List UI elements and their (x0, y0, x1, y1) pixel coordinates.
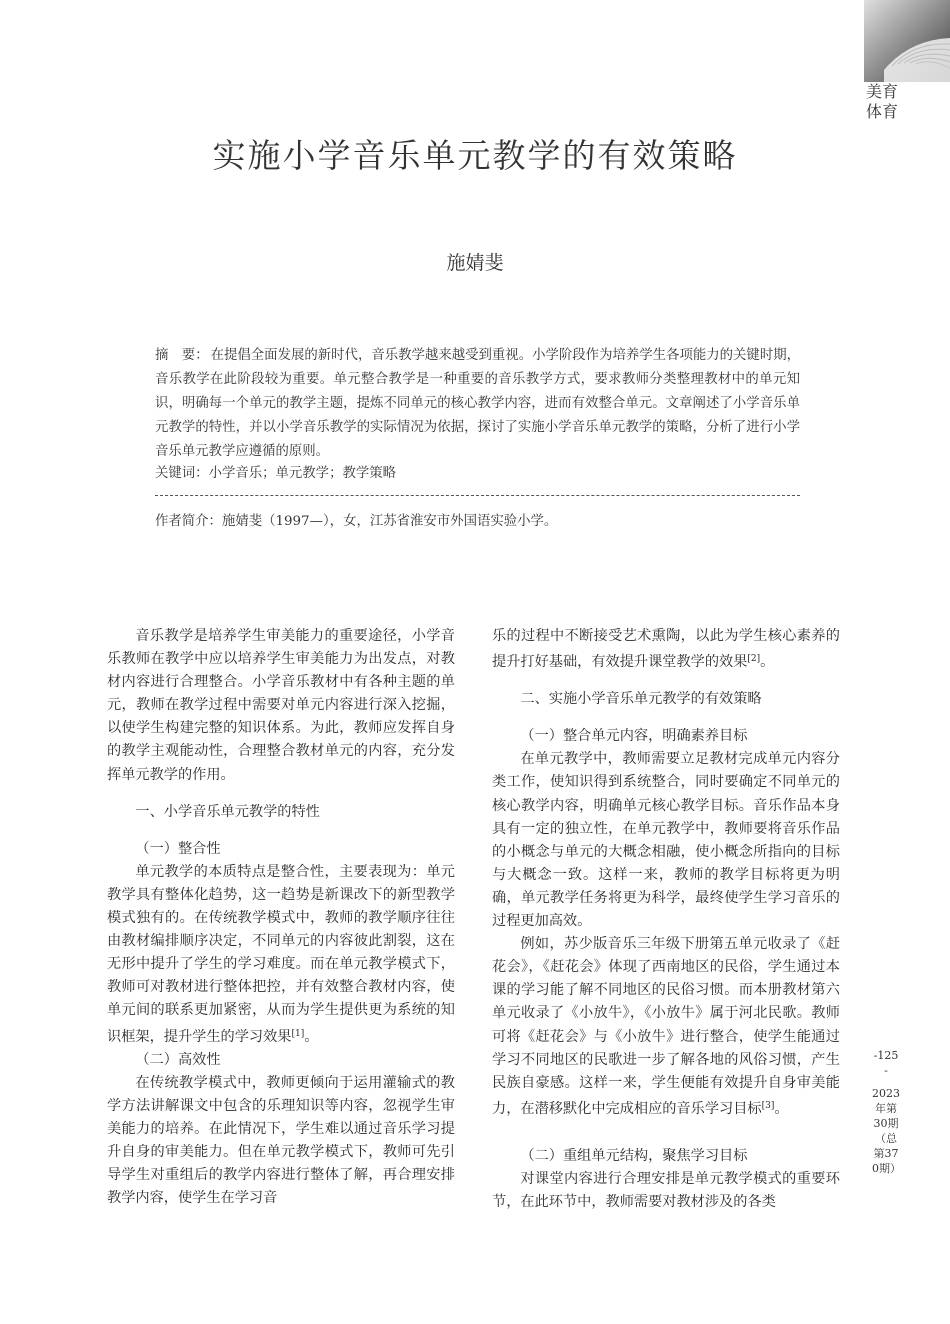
bio-text: 施婧斐（1997—），女，江苏省淮安市外国语实验小学。 (221, 514, 558, 529)
author-bio (155, 511, 800, 533)
section-tag-line2: 体育 (866, 102, 899, 121)
keywords-text: 小学音乐；单元教学；教学策略 (208, 466, 397, 481)
paragraph: 在传统教学模式中，教师更倾向于运用灌输式的教学方法讲解课文中包含的乐理知识等内容，忽视学生审美能力的培养。在此情况下，学生难以通过音乐学习提升自身的审美能力。但在单元教学模式下，教师可先引导学生对重组后的教学内容进行整体了解，再合理安排教学内容，使学生在学习音 (107, 1074, 455, 1207)
abstract-label: 摘 要： (155, 348, 209, 363)
subsection-heading: （一）整合单元内容，明确素养目标 (520, 728, 748, 745)
keywords-label: 关键词： (155, 466, 209, 481)
section-heading: 一、小学音乐单元教学的特性 (135, 803, 320, 820)
page-number: -125- (873, 1049, 899, 1077)
page-sidebar (872, 1048, 900, 1176)
section-tag-line1: 美育 (866, 82, 899, 101)
paragraph: 例如，苏少版音乐三年级下册第五单元收录了《赶花会》，《赶花会》体现了西南地区的民俗，学生通过本课的学习能了解不同地区的民俗习惯。而本册教材第六单元收录了《小放牛》，《小放牛》属于河北民歌。教师可将《赶花会》与《小放牛》进行整合，使学生能通过学习不同地区的民歌进一步了解各地的风俗习惯，产生民族自豪感。这样一来，学生便能有效提升自身审美能力，在潜移默化中完成相应的音乐学习目标[3]。 (492, 936, 840, 1117)
open-book-icon (864, 0, 950, 82)
paragraph: 对课堂内容进行合理安排是单元教学模式的重要环节，在此环节中，教师需要对教材涉及的各类 (492, 1170, 840, 1211)
paragraph: 音乐教学是培养学生审美能力的重要途径，小学音乐教师在教学中应以培养学生审美能力为出发点，对教材内容进行合理整合。小学音乐教材中有各种主题的单元，教师在教学过程中需要对单元内容进行深入挖掘，以使学生构建完整的知识体系。为此，教师应发挥自身的教学主观能动性，合理整合教材单元的内容，充分发挥单元教学的作用。 (107, 628, 455, 783)
citation-ref: [3] (761, 1100, 775, 1111)
paragraph: 单元教学的本质特点是整合性，主要表现为：单元教学具有整体化趋势，这一趋势是新课改下的新型教学模式独有的。在传统教学模式中，教师的教学顺序往往由教材编排顺序决定，不同单元的内容彼此割裂，这在无形中提升了学生的学习难度。而在单元教学模式下，教师可对教材进行整体把控，并有效整合教材内容，使单元间的联系更加紧密，从而为学生提供更为系统的知识框架，提升学生的学习效果[1]。 (107, 863, 455, 1045)
subsection-heading: （一）整合性 (135, 840, 221, 857)
left-column (107, 625, 455, 1210)
subsection-heading: （二）高效性 (135, 1051, 221, 1068)
section-heading: 二、实施小学音乐单元教学的有效策略 (520, 691, 762, 708)
subsection-heading: （二）重组单元结构，聚焦学习目标 (520, 1147, 748, 1164)
citation-ref: [2] (747, 654, 761, 665)
paragraph: 在单元教学中，教师需要立足教材完成单元内容分类工作，使知识得到系统整合，同时要确定不同单元的核心教学内容，明确单元核心教学目标。音乐作品本身具有一定的独立性，在单元教学中，教师要将音乐作品的小概念与单元的大概念相融，使小概念所指向的目标与大概念一致。这样一来，教师的教学目标将更为明确，单元教学任务将更为科学，最终使学生学习音乐的过程更加高效。 (492, 751, 840, 930)
right-column (492, 625, 840, 1214)
article-author: 施婧斐 (446, 252, 504, 274)
bio-label: 作者简介： (155, 514, 222, 529)
abstract-text: 在提倡全面发展的新时代，音乐教学越来越受到重视。小学阶段作为培养学生各项能力的关键时期，音乐教学在此阶段较为重要。单元整合教学是一种重要的音乐教学方式，要求教师分类整理教材中的单元知识，明确每一个单元的教学主题，提炼不同单元的核心教学内容，进而有效整合单元。文章阐述了小学音乐单元教学的特性，并以小学音乐教学的实际情况为依据，探讨了实施小学音乐单元教学的策略，分析了进行小学音乐单元教学应遵循的原则。 (155, 348, 801, 459)
abstract (155, 344, 800, 464)
citation-ref: [1] (291, 1028, 305, 1039)
divider (155, 495, 800, 496)
article-title: 实施小学音乐单元教学的有效策略 (212, 136, 738, 175)
issue-info: 2023年第30期（总第370期） (872, 1087, 901, 1175)
book-photo-icon (864, 0, 950, 82)
paragraph: 乐的过程中不断接受艺术熏陶，以此为学生核心素养的提升打好基础，有效提升课堂教学的效果[2]。 (492, 628, 840, 671)
section-tag (866, 82, 906, 122)
keywords (155, 463, 800, 485)
